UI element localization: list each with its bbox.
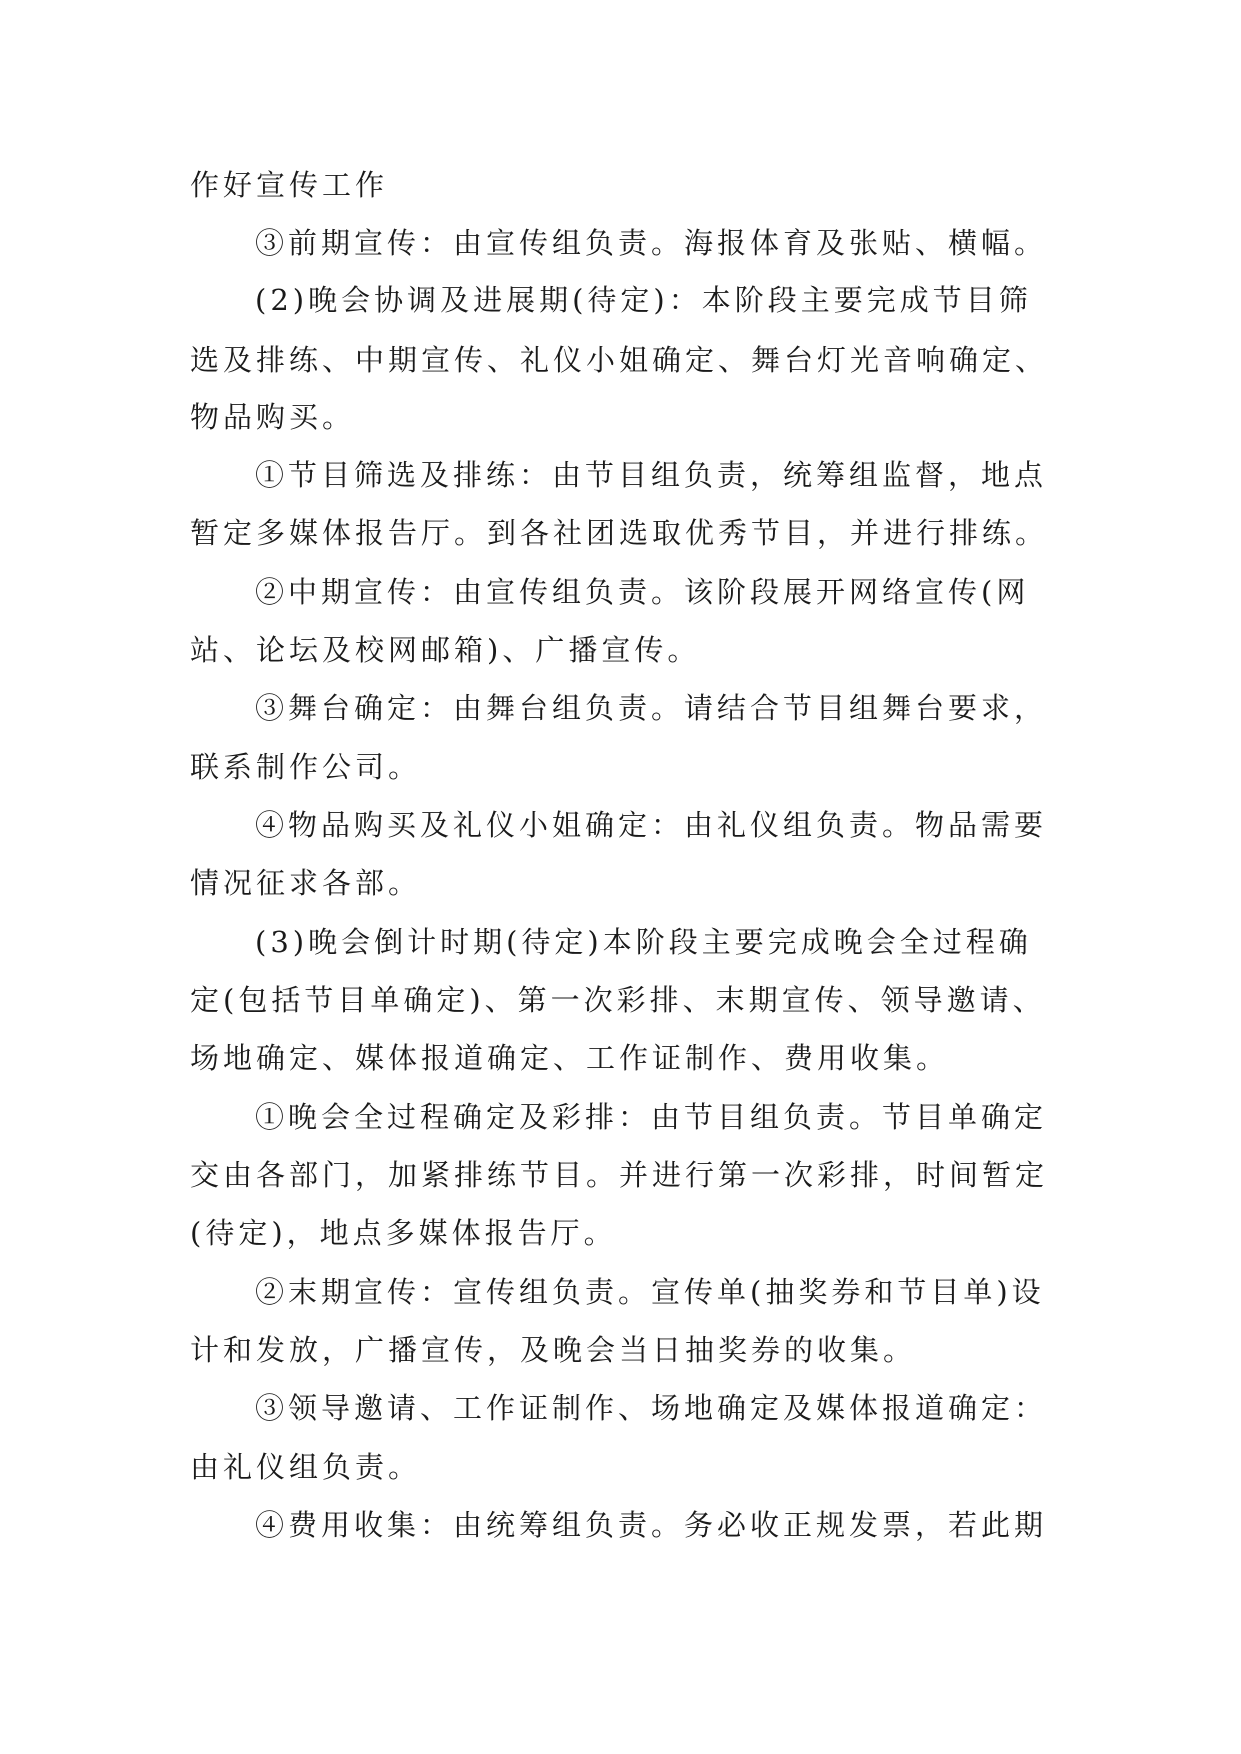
text-line: 暂定多媒体报告厅。到各社团选取优秀节目，并进行排练。 (190, 516, 1049, 550)
text-line: ③舞台确定：由舞台组负责。请结合节目组舞台要求， (255, 691, 1048, 725)
text-line: ②末期宣传：宣传组负责。宣传单(抽奖券和节目单)设 (255, 1275, 1045, 1309)
text-line: 作好宣传工作 (190, 168, 389, 202)
text-line: (3)晚会倒计时期(待定)本阶段主要完成晚会全过程确 (255, 925, 1032, 959)
text-line: ③前期宣传：由宣传组负责。海报体育及张贴、横幅。 (255, 226, 1048, 260)
text-line: (待定)，地点多媒体报告厅。 (190, 1216, 617, 1250)
text-line: 站、论坛及校网邮箱)、广播宣传。 (190, 633, 701, 667)
text-line: 由礼仪组负责。 (190, 1450, 422, 1484)
text-line: 情况征求各部。 (190, 866, 422, 900)
text-line: ①晚会全过程确定及彩排：由节目组负责。节目单确定 (255, 1100, 1048, 1134)
text-line: ②中期宣传：由宣传组负责。该阶段展开网络宣传(网 (255, 575, 1030, 609)
text-line: ④物品购买及礼仪小姐确定：由礼仪组负责。物品需要 (255, 808, 1048, 842)
text-line: ④费用收集：由统筹组负责。务必收正规发票，若此期 (255, 1508, 1048, 1542)
text-line: 计和发放，广播宣传，及晚会当日抽奖券的收集。 (190, 1333, 917, 1367)
text-line: 场地确定、媒体报道确定、工作证制作、费用收集。 (190, 1041, 950, 1075)
text-line: 交由各部门，加紧排练节目。并进行第一次彩排，时间暂定 (190, 1158, 1049, 1192)
text-line: ①节目筛选及排练：由节目组负责，统筹组监督，地点 (255, 458, 1048, 492)
text-line: 联系制作公司。 (190, 750, 422, 784)
text-line: 选及排练、中期宣传、礼仪小姐确定、舞台灯光音响确定、 (190, 343, 1049, 377)
text-line: (2)晚会协调及进展期(待定)：本阶段主要完成节目筛 (255, 283, 1032, 317)
text-line: 定(包括节目单确定)、第一次彩排、末期宣传、领导邀请、 (190, 983, 1046, 1017)
text-line: 物品购买。 (190, 400, 356, 434)
text-line: ③领导邀请、工作证制作、场地确定及媒体报道确定： (255, 1391, 1048, 1425)
